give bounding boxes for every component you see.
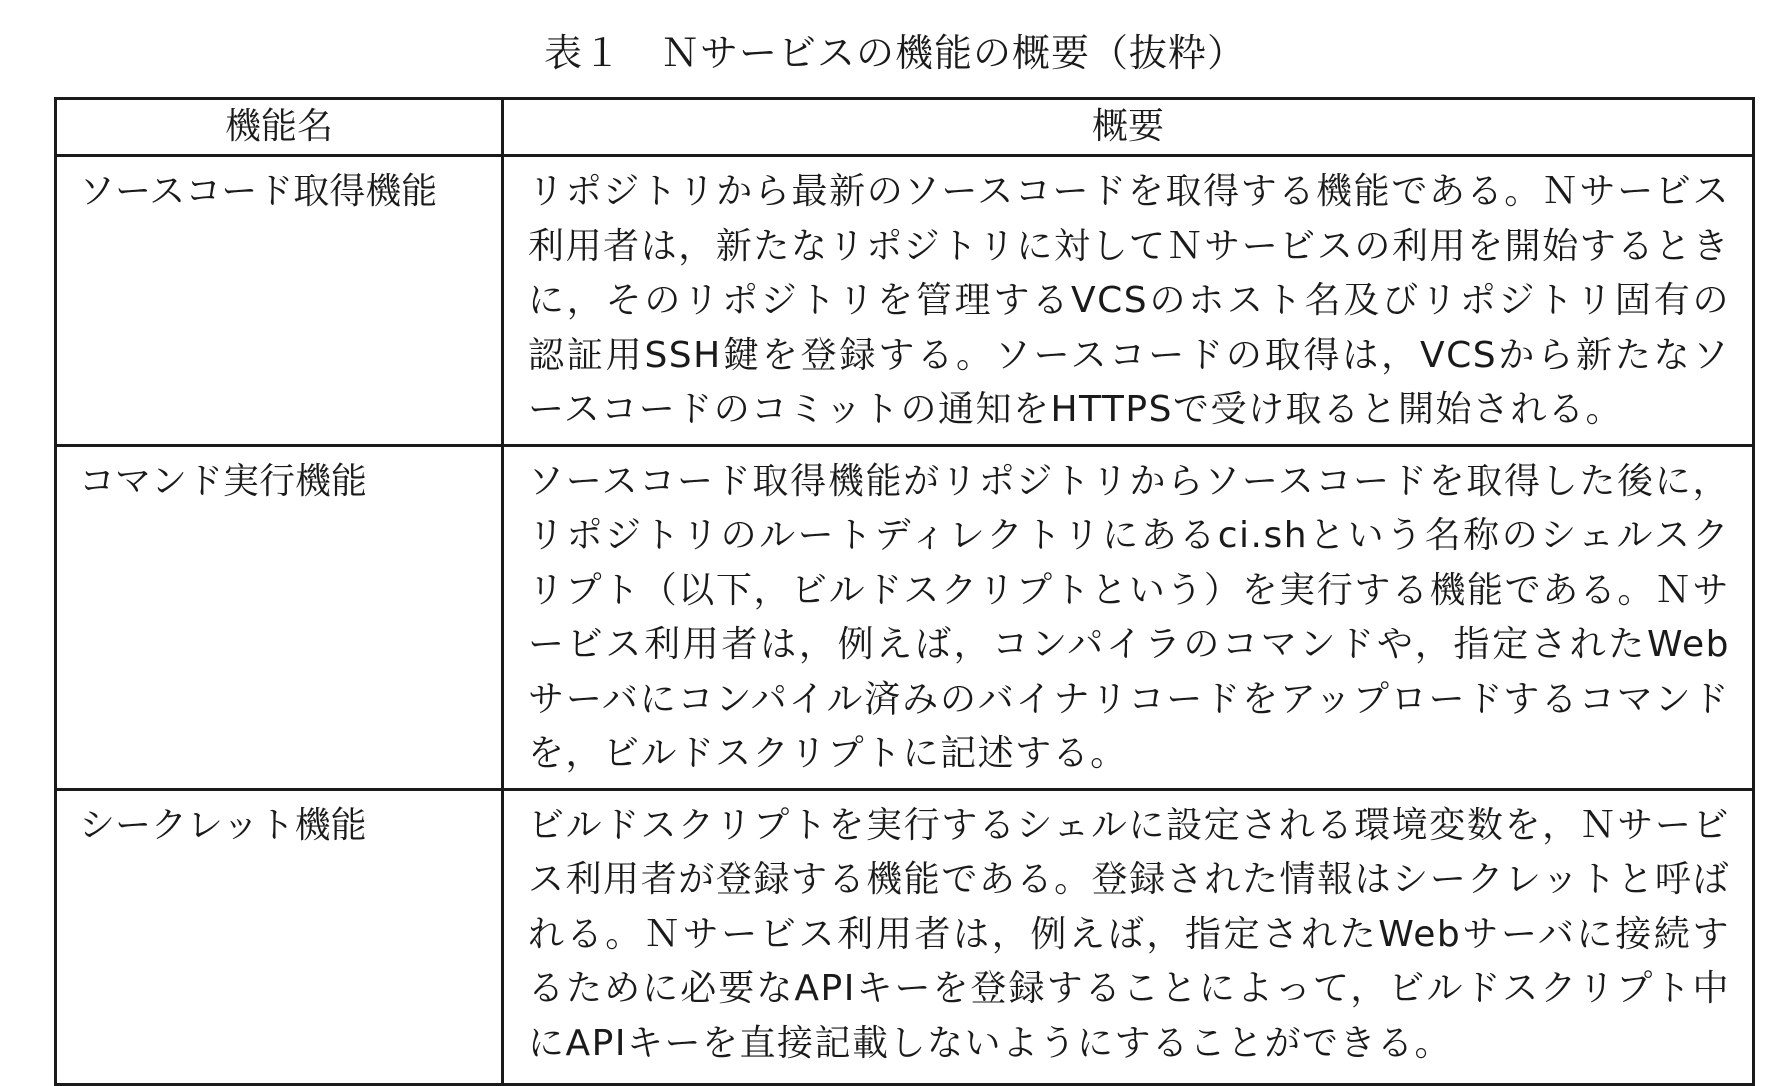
function-description-cell: ビルドスクリプトを実行するシェルに設定される環境変数を，Ｎサービス利用者が登録する機能である。登録された情報はシークレットと呼ばれる。Ｎサービス利用者は，例えば，指定されたWebサーバに接続するために必要なAPIキーを登録することによって，ビルドスクリプト中にAPIキーを直接記載しないようにすることができる。 <box>503 789 1754 1084</box>
table-caption: 表１ Ｎサービスの機能の概要（抜粋） <box>543 31 1246 75</box>
function-overview-table <box>54 97 1755 1086</box>
function-description-cell: ソースコード取得機能がリポジトリからソースコードを取得した後に，リポジトリのルートディレクトリにあるci.shという名称のシェルスクリプト（以下，ビルドスクリプトという）を実行する機能である。Ｎサービス利用者は，例えば，コンパイラのコマンドや，指定されたWebサーバにコンパイル済みのバイナリコードをアップロードするコマンドを，ビルドスクリプトに記述する。 <box>503 445 1754 789</box>
table-row <box>56 789 1754 1084</box>
header-overview: 概要 <box>503 99 1754 156</box>
function-name-cell: コマンド実行機能 <box>56 445 503 789</box>
header-function-name: 機能名 <box>56 99 503 156</box>
table-header-row <box>56 99 1754 156</box>
table-row <box>56 156 1754 446</box>
function-name-cell: ソースコード取得機能 <box>56 156 503 446</box>
table-row <box>56 445 1754 789</box>
function-name-cell: シークレット機能 <box>56 789 503 1084</box>
function-description-cell: リポジトリから最新のソースコードを取得する機能である。Ｎサービス利用者は，新たなリポジトリに対してＮサービスの利用を開始するときに，そのリポジトリを管理するVCSのホスト名及びリポジトリ固有の認証用SSH鍵を登録する。ソースコードの取得は，VCSから新たなソースコードのコミットの通知をHTTPSで受け取ると開始される。 <box>503 156 1754 446</box>
